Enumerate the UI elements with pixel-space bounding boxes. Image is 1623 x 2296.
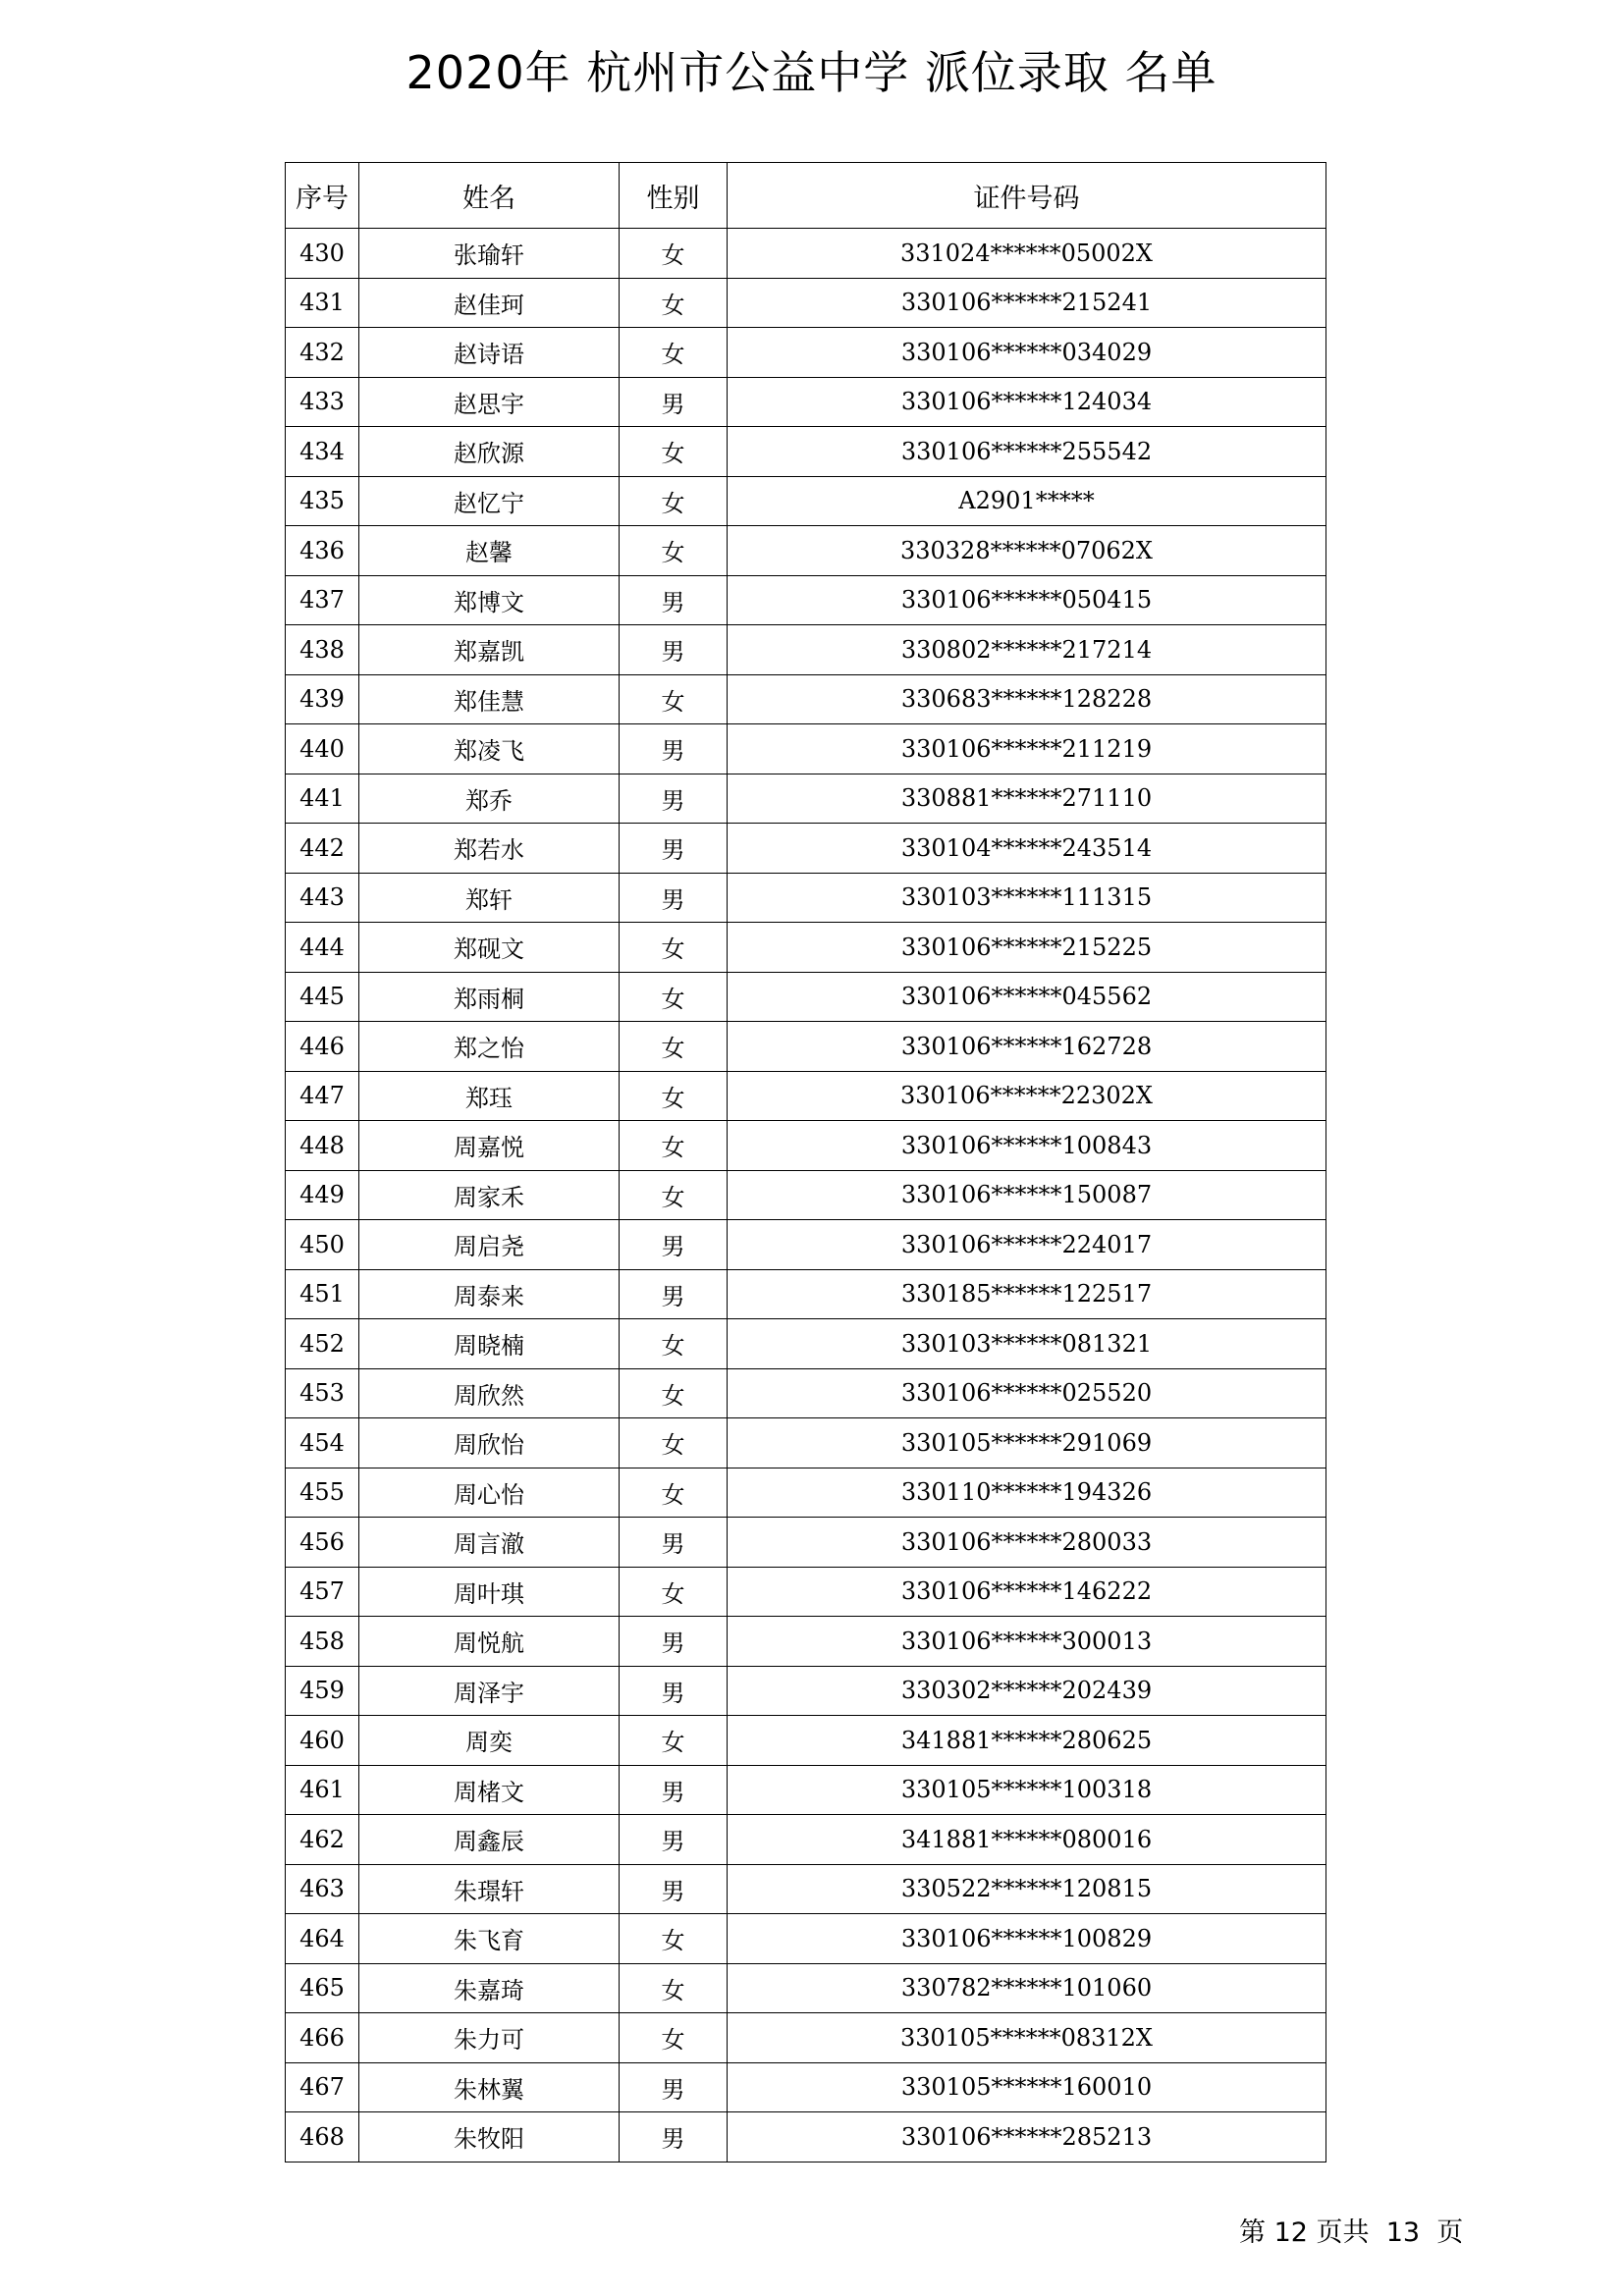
cell-seq: 451	[286, 1269, 359, 1319]
cell-seq: 468	[286, 2112, 359, 2163]
cell-seq: 459	[286, 1666, 359, 1716]
cell-seq: 436	[286, 526, 359, 576]
cell-name: 郑之怡	[359, 1022, 620, 1072]
cell-name: 郑凌飞	[359, 724, 620, 774]
cell-id-number: 330683******128228	[728, 674, 1326, 724]
cell-seq: 463	[286, 1864, 359, 1914]
cell-id-number: 330106******22302X	[728, 1071, 1326, 1121]
cell-id-number: 330106******285213	[728, 2112, 1326, 2163]
cell-name: 赵欣源	[359, 427, 620, 477]
table-row	[286, 1765, 1326, 1815]
cell-id-number: 330110******194326	[728, 1468, 1326, 1518]
cell-gender: 女	[620, 1914, 728, 1964]
cell-gender: 男	[620, 625, 728, 675]
cell-name: 朱璟轩	[359, 1864, 620, 1914]
table-row	[286, 575, 1326, 625]
cell-gender: 女	[620, 1468, 728, 1518]
cell-gender: 男	[620, 575, 728, 625]
table-row	[286, 625, 1326, 675]
cell-id-number: 330106******025520	[728, 1368, 1326, 1418]
table-row	[286, 1617, 1326, 1667]
footer-page-number: 12	[1273, 2217, 1308, 2248]
cell-seq: 439	[286, 674, 359, 724]
cell-seq: 453	[286, 1368, 359, 1418]
table-row	[286, 1666, 1326, 1716]
cell-name: 张瑜轩	[359, 229, 620, 279]
cell-id-number: 330106******100829	[728, 1914, 1326, 1964]
cell-id-number: 330103******081321	[728, 1319, 1326, 1369]
page-title: 2020年 杭州市公益中学 派位录取 名单	[406, 46, 1217, 99]
cell-gender: 男	[620, 1617, 728, 1667]
table-row	[286, 824, 1326, 874]
cell-gender: 男	[620, 1518, 728, 1568]
cell-id-number: 330106******146222	[728, 1567, 1326, 1617]
cell-name: 周嘉悦	[359, 1121, 620, 1171]
cell-name: 周晓楠	[359, 1319, 620, 1369]
table-row	[286, 724, 1326, 774]
table-row	[286, 1518, 1326, 1568]
cell-gender: 女	[620, 972, 728, 1022]
cell-seq: 452	[286, 1319, 359, 1369]
cell-name: 郑轩	[359, 873, 620, 923]
table-row	[286, 774, 1326, 824]
cell-seq: 434	[286, 427, 359, 477]
table-row	[286, 1319, 1326, 1369]
cell-name: 周叶琪	[359, 1567, 620, 1617]
cell-gender: 男	[620, 1765, 728, 1815]
cell-seq: 446	[286, 1022, 359, 1072]
table-row	[286, 229, 1326, 279]
cell-seq: 466	[286, 2013, 359, 2063]
cell-id-number: 330522******120815	[728, 1864, 1326, 1914]
cell-gender: 男	[620, 1864, 728, 1914]
cell-name: 周心怡	[359, 1468, 620, 1518]
cell-seq: 443	[286, 873, 359, 923]
cell-name: 郑珏	[359, 1071, 620, 1121]
cell-seq: 435	[286, 476, 359, 526]
cell-id-number: 330302******202439	[728, 1666, 1326, 1716]
table-row	[286, 674, 1326, 724]
table-row	[286, 923, 1326, 973]
cell-gender: 女	[620, 1368, 728, 1418]
cell-name: 郑乔	[359, 774, 620, 824]
cell-seq: 465	[286, 1963, 359, 2013]
cell-gender: 女	[620, 1022, 728, 1072]
page-footer	[1239, 2211, 1463, 2249]
cell-seq: 456	[286, 1518, 359, 1568]
cell-gender: 女	[620, 427, 728, 477]
cell-id-number: 341881******280625	[728, 1716, 1326, 1766]
cell-id-number: 330103******111315	[728, 873, 1326, 923]
cell-id-number: 341881******080016	[728, 1815, 1326, 1865]
cell-id-number: 330106******100843	[728, 1121, 1326, 1171]
cell-gender: 男	[620, 724, 728, 774]
cell-name: 朱林翼	[359, 2062, 620, 2112]
cell-name: 周言澈	[359, 1518, 620, 1568]
cell-gender: 男	[620, 2062, 728, 2112]
cell-id-number: 330106******215225	[728, 923, 1326, 973]
table-row	[286, 1022, 1326, 1072]
cell-name: 周家禾	[359, 1170, 620, 1220]
cell-gender: 男	[620, 873, 728, 923]
cell-id-number: 330328******07062X	[728, 526, 1326, 576]
cell-id-number: 330106******224017	[728, 1220, 1326, 1270]
cell-seq: 448	[286, 1121, 359, 1171]
cell-gender: 女	[620, 1963, 728, 2013]
cell-gender: 女	[620, 1716, 728, 1766]
cell-name: 赵忆宁	[359, 476, 620, 526]
table-row	[286, 1220, 1326, 1270]
cell-name: 周鑫辰	[359, 1815, 620, 1865]
table-row	[286, 1368, 1326, 1418]
cell-id-number: 330106******255542	[728, 427, 1326, 477]
cell-gender: 男	[620, 377, 728, 427]
cell-seq: 467	[286, 2062, 359, 2112]
cell-id-number: 330106******300013	[728, 1617, 1326, 1667]
cell-id-number: 330106******280033	[728, 1518, 1326, 1568]
column-header-id-number: 证件号码	[728, 163, 1326, 229]
cell-name: 赵馨	[359, 526, 620, 576]
table-row	[286, 1071, 1326, 1121]
cell-gender: 女	[620, 1121, 728, 1171]
table-row	[286, 1914, 1326, 1964]
cell-gender: 男	[620, 2112, 728, 2163]
cell-gender: 女	[620, 2013, 728, 2063]
cell-name: 周泰来	[359, 1269, 620, 1319]
cell-id-number: 330106******162728	[728, 1022, 1326, 1072]
cell-name: 周泽宇	[359, 1666, 620, 1716]
cell-name: 赵思宇	[359, 377, 620, 427]
cell-seq: 437	[286, 575, 359, 625]
footer-total-pages: 13	[1385, 2217, 1421, 2248]
table-row	[286, 1567, 1326, 1617]
cell-id-number: 330106******050415	[728, 575, 1326, 625]
cell-seq: 440	[286, 724, 359, 774]
cell-seq: 442	[286, 824, 359, 874]
cell-name: 赵佳珂	[359, 278, 620, 328]
table-body	[286, 229, 1326, 2163]
cell-id-number: 330105******100318	[728, 1765, 1326, 1815]
cell-name: 周奕	[359, 1716, 620, 1766]
cell-name: 周楮文	[359, 1765, 620, 1815]
table-row	[286, 873, 1326, 923]
table-row	[286, 1815, 1326, 1865]
cell-seq: 449	[286, 1170, 359, 1220]
cell-seq: 432	[286, 328, 359, 378]
table-row	[286, 526, 1326, 576]
cell-id-number: 330104******243514	[728, 824, 1326, 874]
table-row	[286, 1269, 1326, 1319]
cell-id-number: 331024******05002X	[728, 229, 1326, 279]
cell-name: 朱牧阳	[359, 2112, 620, 2163]
column-header-gender: 性别	[620, 163, 728, 229]
column-header-seq: 序号	[286, 163, 359, 229]
cell-id-number: 330106******045562	[728, 972, 1326, 1022]
cell-gender: 女	[620, 923, 728, 973]
table-row	[286, 2013, 1326, 2063]
cell-gender: 女	[620, 229, 728, 279]
cell-id-number: 330881******271110	[728, 774, 1326, 824]
cell-gender: 女	[620, 1567, 728, 1617]
column-header-name: 姓名	[359, 163, 620, 229]
table-row	[286, 2062, 1326, 2112]
cell-id-number: 330106******150087	[728, 1170, 1326, 1220]
table-row	[286, 427, 1326, 477]
cell-seq: 460	[286, 1716, 359, 1766]
cell-id-number: A2901*****	[728, 476, 1326, 526]
cell-gender: 男	[620, 1666, 728, 1716]
cell-seq: 441	[286, 774, 359, 824]
table-row	[286, 1963, 1326, 2013]
cell-name: 郑嘉凯	[359, 625, 620, 675]
cell-name: 郑砚文	[359, 923, 620, 973]
cell-id-number: 330106******034029	[728, 328, 1326, 378]
table-row	[286, 377, 1326, 427]
table-row	[286, 1121, 1326, 1171]
cell-id-number: 330105******160010	[728, 2062, 1326, 2112]
cell-name: 周欣然	[359, 1368, 620, 1418]
cell-gender: 男	[620, 824, 728, 874]
cell-id-number: 330106******211219	[728, 724, 1326, 774]
cell-seq: 444	[286, 923, 359, 973]
cell-seq: 433	[286, 377, 359, 427]
cell-name: 赵诗语	[359, 328, 620, 378]
table-row	[286, 2112, 1326, 2163]
cell-name: 郑佳慧	[359, 674, 620, 724]
cell-gender: 女	[620, 1170, 728, 1220]
cell-seq: 438	[286, 625, 359, 675]
cell-id-number: 330106******124034	[728, 377, 1326, 427]
cell-name: 周悦航	[359, 1617, 620, 1667]
cell-seq: 431	[286, 278, 359, 328]
cell-seq: 454	[286, 1418, 359, 1468]
admission-table	[285, 162, 1326, 2163]
cell-gender: 女	[620, 526, 728, 576]
cell-seq: 430	[286, 229, 359, 279]
cell-seq: 462	[286, 1815, 359, 1865]
cell-name: 郑若水	[359, 824, 620, 874]
table-row	[286, 1716, 1326, 1766]
table-row	[286, 972, 1326, 1022]
cell-gender: 女	[620, 476, 728, 526]
cell-seq: 455	[286, 1468, 359, 1518]
cell-id-number: 330105******291069	[728, 1418, 1326, 1468]
cell-gender: 女	[620, 278, 728, 328]
cell-id-number: 330105******08312X	[728, 2013, 1326, 2063]
cell-name: 朱力可	[359, 2013, 620, 2063]
cell-gender: 男	[620, 774, 728, 824]
cell-gender: 男	[620, 1269, 728, 1319]
cell-id-number: 330782******101060	[728, 1963, 1326, 2013]
cell-name: 朱嘉琦	[359, 1963, 620, 2013]
table-row	[286, 278, 1326, 328]
cell-seq: 450	[286, 1220, 359, 1270]
cell-id-number: 330106******215241	[728, 278, 1326, 328]
table-row	[286, 1864, 1326, 1914]
cell-name: 朱飞育	[359, 1914, 620, 1964]
cell-gender: 女	[620, 1071, 728, 1121]
cell-gender: 女	[620, 674, 728, 724]
table-row	[286, 1170, 1326, 1220]
footer-middle: 页共	[1316, 2217, 1370, 2248]
cell-seq: 457	[286, 1567, 359, 1617]
table-header-row	[286, 163, 1326, 229]
cell-name: 郑雨桐	[359, 972, 620, 1022]
cell-seq: 447	[286, 1071, 359, 1121]
table-row	[286, 1418, 1326, 1468]
cell-seq: 458	[286, 1617, 359, 1667]
cell-gender: 男	[620, 1220, 728, 1270]
cell-gender: 女	[620, 328, 728, 378]
table-row	[286, 476, 1326, 526]
cell-name: 周欣怡	[359, 1418, 620, 1468]
cell-gender: 女	[620, 1319, 728, 1369]
cell-id-number: 330185******122517	[728, 1269, 1326, 1319]
cell-id-number: 330802******217214	[728, 625, 1326, 675]
cell-name: 郑博文	[359, 575, 620, 625]
table-row	[286, 1468, 1326, 1518]
table-row	[286, 328, 1326, 378]
cell-seq: 461	[286, 1765, 359, 1815]
cell-name: 周启尧	[359, 1220, 620, 1270]
footer-prefix: 第	[1239, 2217, 1266, 2248]
cell-seq: 445	[286, 972, 359, 1022]
cell-gender: 女	[620, 1418, 728, 1468]
cell-gender: 男	[620, 1815, 728, 1865]
cell-seq: 464	[286, 1914, 359, 1964]
footer-suffix: 页	[1436, 2217, 1464, 2248]
